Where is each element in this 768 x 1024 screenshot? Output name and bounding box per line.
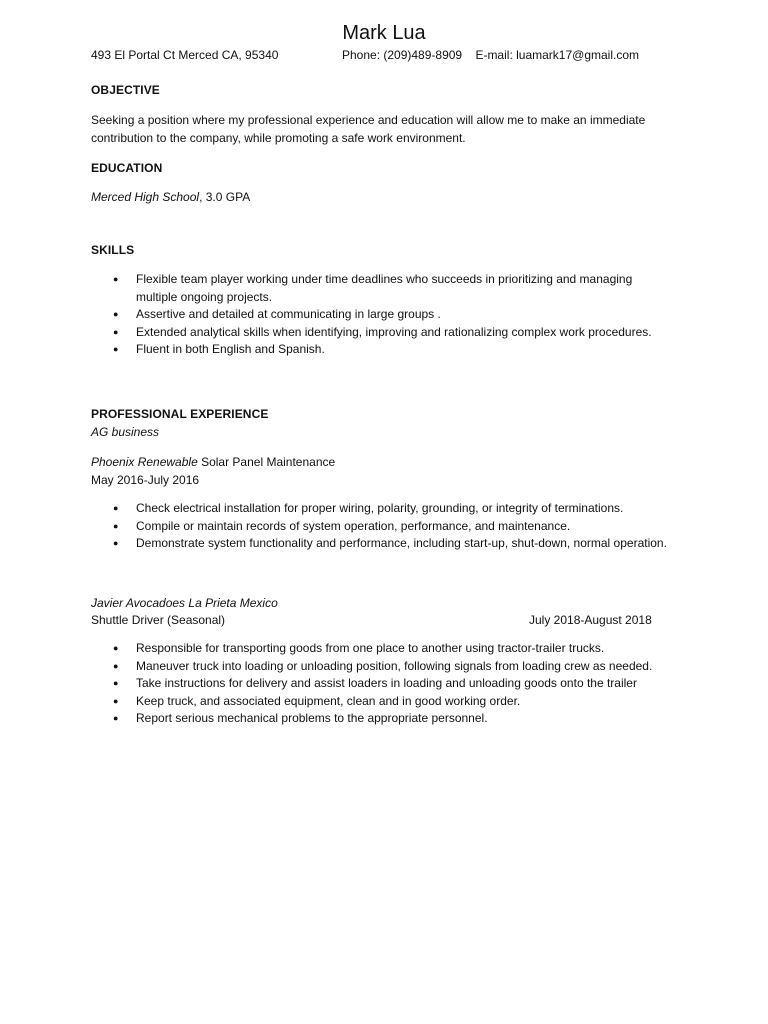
education-heading: EDUCATION: [91, 161, 163, 175]
email: E-mail: luamark17@gmail.com: [475, 48, 639, 62]
contact-line: [91, 47, 639, 63]
list-item: ● Maneuver truck into loading or unloading position, following signals from loading crew as needed.: [113, 658, 653, 673]
resume-name: Mark Lua: [342, 22, 426, 44]
list-item: ● Fluent in both English and Spanish.: [113, 342, 325, 357]
list-item: ● Extended analytical skills when identifying, improving and rationalizing complex work procedures.: [113, 324, 652, 339]
list-item: ● Take instructions for delivery and assist loaders in loading and unloading goods onto the trailer: [113, 676, 637, 691]
gpa: , 3.0 GPA: [199, 190, 251, 204]
phone: Phone: (209)489-8909: [342, 48, 463, 62]
job-dates: May 2016-July 2016: [91, 473, 200, 487]
list-item: ● Demonstrate system functionality and performance, including start-up, shut-down, normal operation.: [113, 536, 667, 551]
job-title-line: [91, 454, 335, 470]
job-dates: July 2018-August 2018: [529, 613, 652, 627]
job-duties-list: [0, 640, 768, 728]
address: 493 El Portal Ct Merced CA, 95340: [91, 48, 279, 62]
list-item: ● Responsible for transporting goods from one place to another using tractor-trailer trucks.: [113, 641, 605, 655]
job-duties-list: [0, 500, 768, 553]
list-item: ● Check electrical installation for proper wiring, polarity, grounding, or integrity of terminations.: [113, 501, 624, 515]
list-item: ● Keep truck, and associated equipment, clean and in good working order.: [113, 693, 521, 708]
education-entry: [91, 189, 250, 205]
experience-heading: PROFESSIONAL EXPERIENCE: [91, 407, 269, 421]
skills-heading: SKILLS: [91, 243, 135, 257]
skills-list: [0, 271, 768, 359]
list-item: ● Assertive and detailed at communicating in large groups .: [113, 307, 441, 322]
job-title: Solar Panel Maintenance: [197, 455, 336, 469]
school-name: Merced High School: [91, 190, 200, 204]
list-item: ● Flexible team player working under time deadlines who succeeds in prioritizing and managing multiple ongoing projects.: [113, 272, 633, 304]
list-item: ● Report serious mechanical problems to the appropriate personnel.: [113, 711, 488, 726]
experience-subheading: AG business: [91, 425, 160, 439]
objective-heading: OBJECTIVE: [91, 83, 160, 97]
company-name: Javier Avocadoes La Prieta Mexico: [91, 596, 278, 610]
objective-text: Seeking a position where my professional experience and education will allow me to make an immediate contribution to the company, while promoting a safe work environment.: [91, 113, 646, 145]
list-item: ● Compile or maintain records of system operation, performance, and maintenance.: [113, 518, 571, 533]
company-name: Phoenix Renewable: [91, 455, 198, 469]
job-title: Shuttle Driver (Seasonal): [91, 613, 226, 627]
